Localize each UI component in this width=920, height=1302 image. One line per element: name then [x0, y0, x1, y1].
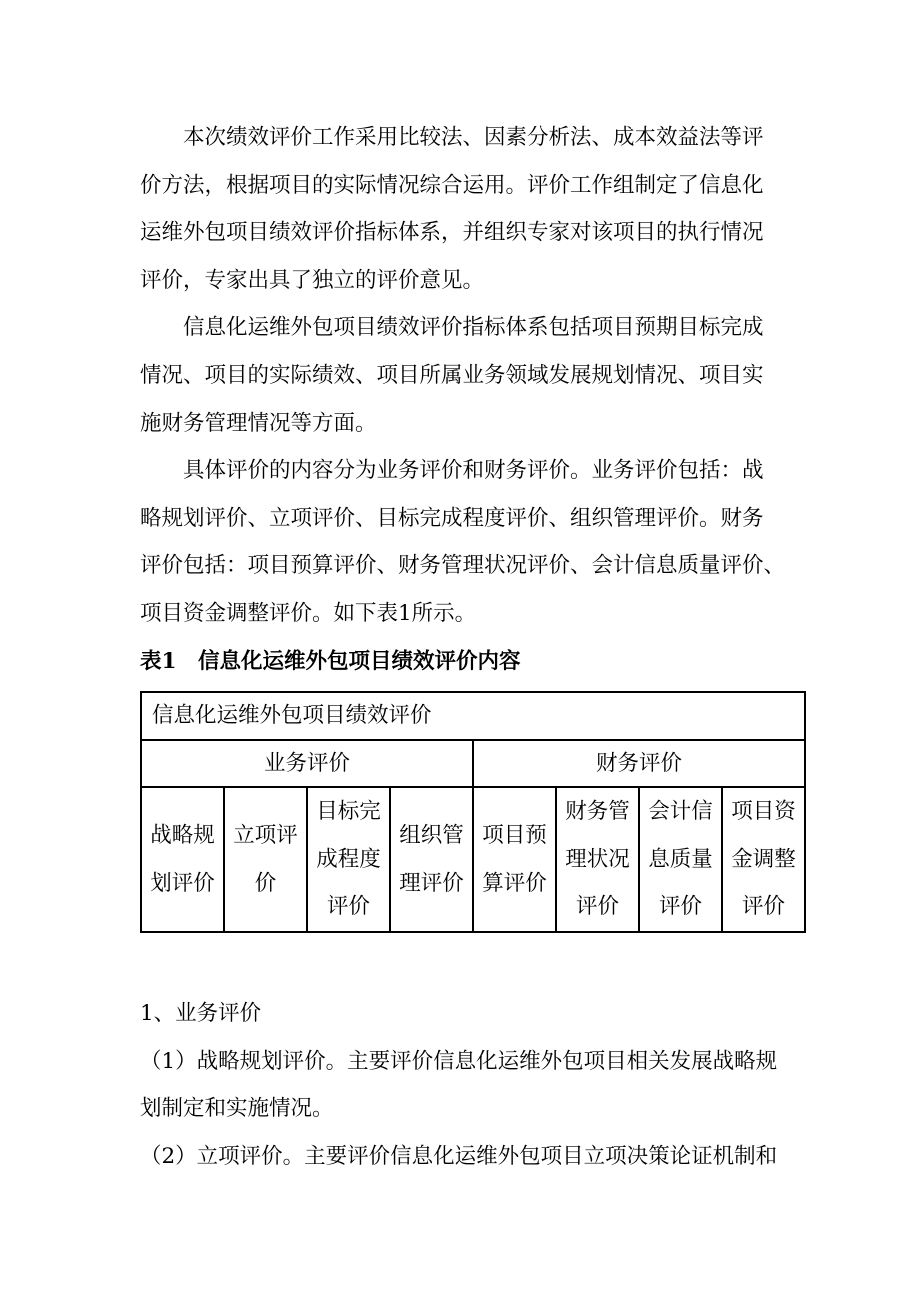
text-line: 评价，专家出具了独立的评价意见。	[140, 267, 485, 293]
paragraph-evaluation-content	[140, 447, 920, 637]
paragraph-indicator-system	[140, 304, 920, 447]
text-line: 项目资金调整评价。如下表1所示。	[140, 600, 477, 626]
text-line: 信息化运维外包项目绩效评价指标体系包括项目预期目标完成	[183, 315, 764, 341]
evaluation-table	[140, 691, 806, 933]
text-line: 本次绩效评价工作采用比较法、因素分析法、成本效益法等评	[183, 125, 764, 150]
text-line: 划制定和实施情况。	[140, 1096, 334, 1122]
text-line: 评价包括：项目预算评价、财务管理状况评价、会计信息质量评价、	[140, 553, 786, 579]
text-line: 情况、项目的实际绩效、项目所属业务领域发展规划情况、项目实	[140, 362, 764, 388]
paragraph-methods	[140, 114, 920, 304]
group-header-finance: 财务评价	[473, 740, 805, 787]
section-heading-business-evaluation: 1、业务评价	[140, 1000, 262, 1026]
text-line: 运维外包项目绩效评价指标体系，并组织专家对该项目的执行情况	[140, 220, 764, 246]
item-strategic-planning-evaluation	[140, 1038, 920, 1133]
text-line: （1）战略规划评价。主要评价信息化运维外包项目相关发展战略规	[140, 1048, 778, 1074]
table-title-row	[141, 692, 805, 740]
cell-fund-adjustment: 项目资金调整评价	[722, 787, 805, 932]
cell-project-approval: 立项评价	[224, 787, 307, 932]
table-category-row	[141, 787, 805, 932]
text-line: （2）立项评价。主要评价信息化运维外包项目立项决策论证机制和	[140, 1143, 778, 1169]
group-header-business: 业务评价	[141, 740, 473, 787]
text-line: 施财务管理情况等方面。	[140, 410, 377, 436]
cell-strategic-planning: 战略规划评价	[141, 787, 224, 932]
cell-financial-management: 财务管理状况评价	[556, 787, 639, 932]
table-caption: 表1 信息化运维外包项目绩效评价内容	[140, 648, 521, 674]
cell-goal-completion: 目标完成程度评价	[307, 787, 390, 932]
table-title-cell: 信息化运维外包项目绩效评价	[141, 692, 805, 740]
cell-organization-management: 组织管理评价	[390, 787, 473, 932]
cell-accounting-info-quality: 会计信息质量评价	[639, 787, 722, 932]
text-line: 价方法，根据项目的实际情况综合运用。评价工作组制定了信息化	[140, 172, 764, 198]
cell-project-budget: 项目预算评价	[473, 787, 556, 932]
table-group-header-row	[141, 740, 805, 787]
text-line: 具体评价的内容分为业务评价和财务评价。业务评价包括：战	[183, 458, 764, 484]
text-line: 略规划评价、立项评价、目标完成程度评价、组织管理评价。财务	[140, 505, 764, 531]
item-project-approval-evaluation	[140, 1133, 920, 1181]
